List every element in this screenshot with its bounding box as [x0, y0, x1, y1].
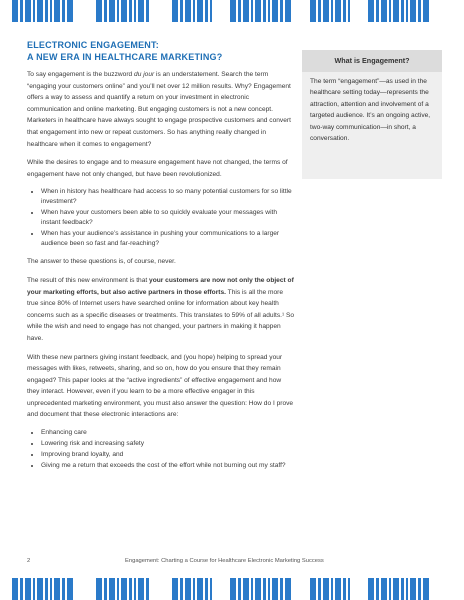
stripe-bar-segment — [285, 0, 291, 22]
sidebar-heading: What is Engagement? — [302, 50, 442, 72]
list-item: • Giving me a return that exceeds the cost of the effort while not burning out my staff? — [41, 461, 295, 471]
stripe-bar-segment — [423, 578, 429, 600]
stripe-bar-segment — [272, 0, 278, 22]
stripe-bar-segment — [268, 0, 270, 22]
stripe-bar-segment — [67, 0, 73, 22]
stripe-bar-segment — [230, 0, 236, 22]
stripe-bar-segment — [172, 578, 178, 600]
stripe-bar-segment — [33, 578, 35, 600]
stripe-bar-segment — [285, 578, 291, 600]
stripe-bar-segment — [343, 578, 346, 600]
stripe-bar-segment — [418, 578, 421, 600]
list-item: • Lowering risk and increasing safety — [41, 439, 295, 449]
question-list — [27, 187, 295, 249]
intro-text-b: is an understatement. Search the term “engaging your customers online” and you’ll net over 12 million results. Why? Engagement offers a way to assess and quantify a return on your investment in electronic communication and online marketing. But engaging customers is not a new concept. Marketers in healthcare have always sought to engage prospective customers and convert that engagement into new or repeat customers. So has anything really changed in healthcare when it comes to engagement? — [27, 71, 291, 148]
stripe-bar-segment — [318, 578, 321, 600]
stripe-bar-segment — [25, 0, 31, 22]
stripe-bar-segment — [54, 578, 60, 600]
stripe-bar-segment — [37, 0, 43, 22]
stripe-bar-segment — [109, 0, 115, 22]
stripe-bar-segment — [146, 578, 149, 600]
stripe-bar-segment — [33, 0, 35, 22]
stripe-bar-segment — [381, 578, 387, 600]
stripe-bar-segment — [96, 578, 102, 600]
title-line-2: A NEW ERA IN HEALTHCARE MARKETING? — [27, 51, 223, 62]
stripe-bar-segment — [50, 578, 52, 600]
list-item: • When in history has healthcare had access to so many potential customers for so little investment? — [41, 187, 295, 207]
stripe-bar-segment — [268, 578, 270, 600]
list-item: • When has your audience’s assistance in pushing your communications to a larger audience been so fast and far-reaching? — [41, 229, 295, 249]
stripe-bar-segment — [121, 578, 127, 600]
stripe-bar-segment — [134, 578, 136, 600]
stripe-bar-segment — [263, 0, 266, 22]
stripe-bar-segment — [318, 0, 321, 22]
stripe-bar-segment — [129, 578, 132, 600]
stripe-bar-segment — [255, 578, 261, 600]
stripe-bar-segment — [410, 0, 416, 22]
stripe-bar-segment — [146, 0, 149, 22]
result-bold-text: your customers are now not only the object of your marketing efforts, but also active partners in those efforts. — [27, 276, 294, 296]
list-item: • Enhancing care — [41, 428, 295, 438]
stripe-bar-segment — [54, 0, 60, 22]
sidebar-body-text: The term “engagement”—as used in the healthcare setting today—represents the attraction, attention and involvement of a targeted audience. It’s an ongoing active, two-way communication—in short, a conversation. — [310, 78, 431, 143]
stripe-bar-segment — [423, 0, 429, 22]
stripe-bar-segment — [37, 578, 43, 600]
stripe-bar-segment — [62, 578, 65, 600]
paragraph-intro — [27, 69, 295, 150]
stripe-bar-segment — [210, 0, 212, 22]
stripe-bar-segment — [410, 578, 416, 600]
stripe-bar-segment — [104, 578, 107, 600]
footer-title: Engagement: Charting a Course for Healthcare Electronic Marketing Success — [125, 558, 324, 564]
stripe-bar-segment — [335, 578, 341, 600]
stripe-bar-segment — [310, 578, 316, 600]
stripe-bar-segment — [243, 0, 249, 22]
stripe-bar-segment — [230, 578, 236, 600]
stripe-bar-segment — [96, 0, 102, 22]
intro-italic-text: du jour — [134, 71, 155, 78]
sidebar-box — [302, 50, 442, 179]
stripe-bar-segment — [210, 578, 212, 600]
list-item: • When have your customers been able to so quickly evaluate your messages with instant feedback? — [41, 208, 295, 228]
stripe-bar-segment — [67, 578, 73, 600]
stripe-bar-segment — [45, 0, 48, 22]
paragraph-partners: With these new partners giving instant feedback, and (you hope) helping to spread your messages with likes, retweets, sharing, and so on, how do you ensure that they remain engaged? This paper looks at the “active ingredients” of effective engagement and how they interact. However, even if you learn to be a more effective engager in this unprecedented marketing environment, you must also answer the question: How do I prove and document that these electronic interactions are: — [27, 353, 294, 419]
stripe-bar-segment — [45, 578, 48, 600]
stripe-bar-segment — [238, 0, 241, 22]
stripe-bar-segment — [348, 578, 350, 600]
stripe-bar-segment — [331, 578, 333, 600]
stripe-bar-segment — [205, 0, 208, 22]
stripe-bar-segment — [129, 0, 132, 22]
stripe-bar-segment — [331, 0, 333, 22]
stripe-bar-segment — [401, 578, 404, 600]
stripe-bar-segment — [376, 578, 379, 600]
stripe-bar-segment — [172, 0, 178, 22]
page-footer — [27, 558, 427, 564]
stripe-bar-segment — [393, 578, 399, 600]
top-stripe-decoration — [0, 0, 464, 22]
stripe-bar-segment — [50, 0, 52, 22]
stripe-bar-segment — [389, 0, 391, 22]
stripe-bar-segment — [104, 0, 107, 22]
result-text-b: This is all the more true since 80% of Internet users have searched online for information about key health concerns such as a specific diseases or treatments. This translates to 59% of all adults.¹ So while the wish and need to engage has not changed, your partners in making it happen have. — [27, 288, 295, 342]
stripe-bar-segment — [243, 578, 249, 600]
stripe-bar-segment — [280, 578, 283, 600]
stripe-bar-segment — [109, 578, 115, 600]
stripe-bar-segment — [389, 578, 391, 600]
stripe-bar-segment — [401, 0, 404, 22]
paragraph-answer: The answer to these questions is, of course, never. — [27, 258, 176, 266]
stripe-bar-segment — [255, 0, 261, 22]
stripe-bar-segment — [12, 578, 18, 600]
stripe-bar-segment — [418, 0, 421, 22]
stripe-bar-segment — [368, 578, 374, 600]
list-item: • Improving brand loyalty, and — [41, 450, 295, 460]
stripe-bar-segment — [193, 578, 195, 600]
paragraph-revolution: While the desires to engage and to measure engagement have not changed, the terms of engagement have not only changed, but have been revolutionized. — [27, 159, 288, 178]
stripe-bar-segment — [185, 578, 191, 600]
stripe-bar-segment — [272, 578, 278, 600]
stripe-bar-segment — [138, 578, 144, 600]
bottom-stripe-decoration — [0, 578, 464, 600]
stripe-bar-segment — [376, 0, 379, 22]
stripe-bar-segment — [381, 0, 387, 22]
stripe-bar-segment — [323, 578, 329, 600]
page-number: 2 — [27, 558, 31, 564]
paragraph-result — [27, 275, 295, 345]
stripe-bar-segment — [205, 578, 208, 600]
interactions-list — [27, 428, 295, 471]
stripe-bar-segment — [343, 0, 346, 22]
result-text-a: The result of this new environment is that — [27, 276, 150, 284]
main-column — [27, 40, 295, 478]
stripe-bar-segment — [238, 578, 241, 600]
stripe-bar-segment — [335, 0, 341, 22]
stripe-bar-segment — [393, 0, 399, 22]
stripe-bar-segment — [25, 578, 31, 600]
stripe-bar-segment — [62, 0, 65, 22]
stripe-bar-segment — [280, 0, 283, 22]
stripe-bar-segment — [121, 0, 127, 22]
stripe-bar-segment — [406, 0, 408, 22]
stripe-bar-segment — [348, 0, 350, 22]
stripe-bar-segment — [197, 578, 203, 600]
stripe-bar-segment — [193, 0, 195, 22]
page-title — [27, 40, 295, 63]
stripe-bar-segment — [180, 578, 183, 600]
stripe-bar-segment — [197, 0, 203, 22]
stripe-bar-segment — [406, 578, 408, 600]
stripe-bar-segment — [323, 0, 329, 22]
stripe-bar-segment — [185, 0, 191, 22]
intro-text-a: To say engagement is the buzzword — [27, 71, 135, 78]
stripe-bar-segment — [138, 0, 144, 22]
stripe-bar-segment — [368, 0, 374, 22]
stripe-bar-segment — [251, 0, 253, 22]
stripe-bar-segment — [117, 578, 119, 600]
stripe-bar-segment — [263, 578, 266, 600]
stripe-bar-segment — [12, 0, 18, 22]
stripe-bar-segment — [251, 578, 253, 600]
stripe-bar-segment — [180, 0, 183, 22]
stripe-bar-segment — [117, 0, 119, 22]
stripe-bar-segment — [20, 578, 23, 600]
title-line-1: ELECTRONIC ENGAGEMENT: — [27, 40, 159, 50]
stripe-bar-segment — [20, 0, 23, 22]
stripe-bar-segment — [134, 0, 136, 22]
stripe-bar-segment — [310, 0, 316, 22]
